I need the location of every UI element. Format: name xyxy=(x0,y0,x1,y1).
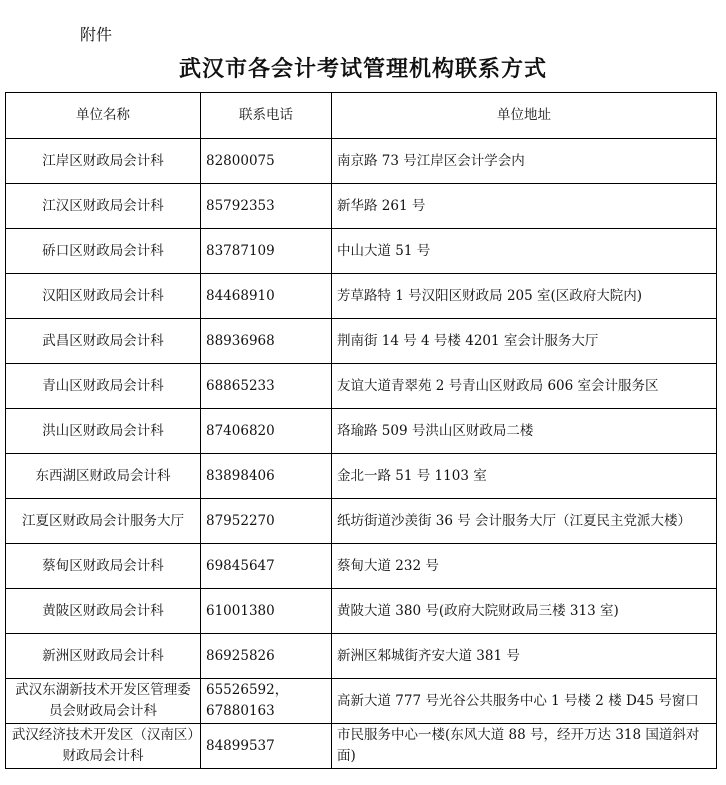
unit-name-cell: 东西湖区财政局会计科 xyxy=(6,454,201,499)
address-cell: 市民服务中心一楼(东风大道 88 号，经开万达 318 国道斜对面) xyxy=(332,724,717,769)
table-row xyxy=(6,364,717,409)
phone-cell: 85792353 xyxy=(201,184,332,229)
column-header-unit: 单位名称 xyxy=(6,93,201,139)
unit-name-cell: 江夏区财政局会计服务大厅 xyxy=(6,499,201,544)
unit-name-cell: 江汉区财政局会计科 xyxy=(6,184,201,229)
address-cell: 纸坊街道沙羡街 36 号 会计服务大厅（江夏民主党派大楼） xyxy=(332,499,717,544)
phone-cell: 82800075 xyxy=(201,139,332,184)
table-row xyxy=(6,184,717,229)
table-body xyxy=(6,139,717,769)
unit-name-cell: 江岸区财政局会计科 xyxy=(6,139,201,184)
phone-cell: 84468910 xyxy=(201,274,332,319)
address-cell: 荆南街 14 号 4 号楼 4201 室会计服务大厅 xyxy=(332,319,717,364)
table-row xyxy=(6,724,717,769)
address-cell: 黄陂大道 380 号(政府大院财政局三楼 313 室) xyxy=(332,589,717,634)
address-cell: 友谊大道青翠苑 2 号青山区财政局 606 室会计服务区 xyxy=(332,364,717,409)
phone-cell: 83898406 xyxy=(201,454,332,499)
phone-cell: 87406820 xyxy=(201,409,332,454)
column-header-address: 单位地址 xyxy=(332,93,717,139)
table-row xyxy=(6,544,717,589)
address-cell: 蔡甸大道 232 号 xyxy=(332,544,717,589)
phone-cell: 68865233 xyxy=(201,364,332,409)
unit-name-cell: 青山区财政局会计科 xyxy=(6,364,201,409)
table-row xyxy=(6,634,717,679)
address-cell: 金北一路 51 号 1103 室 xyxy=(332,454,717,499)
table-row xyxy=(6,589,717,634)
page-title: 武汉市各会计考试管理机构联系方式 xyxy=(178,56,547,82)
unit-name-cell: 武汉东湖新技术开发区管理委员会财政局会计科 xyxy=(6,679,201,724)
unit-name-cell: 武汉经济技术开发区（汉南区）财政局会计科 xyxy=(6,724,201,769)
column-header-phone: 联系电话 xyxy=(201,93,332,139)
address-cell: 南京路 73 号江岸区会计学会内 xyxy=(332,139,717,184)
phone-cell: 84899537 xyxy=(201,724,332,769)
unit-name-cell: 硚口区财政局会计科 xyxy=(6,229,201,274)
table-row xyxy=(6,319,717,364)
table-row xyxy=(6,274,717,319)
table-row xyxy=(6,229,717,274)
unit-name-cell: 黄陂区财政局会计科 xyxy=(6,589,201,634)
attachment-label: 附件 xyxy=(80,25,113,44)
phone-cell: 69845647 xyxy=(201,544,332,589)
table-row xyxy=(6,454,717,499)
phone-cell: 61001380 xyxy=(201,589,332,634)
unit-name-cell: 蔡甸区财政局会计科 xyxy=(6,544,201,589)
table-header-row xyxy=(6,93,717,139)
table-row xyxy=(6,679,717,724)
phone-cell: 86925826 xyxy=(201,634,332,679)
table-row xyxy=(6,139,717,184)
contacts-table xyxy=(5,92,717,769)
unit-name-cell: 洪山区财政局会计科 xyxy=(6,409,201,454)
unit-name-cell: 新洲区财政局会计科 xyxy=(6,634,201,679)
address-cell: 高新大道 777 号光谷公共服务中心 1 号楼 2 楼 D45 号窗口 xyxy=(332,679,717,724)
table-row xyxy=(6,409,717,454)
table-row xyxy=(6,499,717,544)
unit-name-cell: 汉阳区财政局会计科 xyxy=(6,274,201,319)
address-cell: 珞瑜路 509 号洪山区财政局二楼 xyxy=(332,409,717,454)
address-cell: 芳草路特 1 号汉阳区财政局 205 室(区政府大院内) xyxy=(332,274,717,319)
address-cell: 中山大道 51 号 xyxy=(332,229,717,274)
unit-name-cell: 武昌区财政局会计科 xyxy=(6,319,201,364)
phone-cell: 88936968 xyxy=(201,319,332,364)
phone-cell: 83787109 xyxy=(201,229,332,274)
address-cell: 新洲区邾城街齐安大道 381 号 xyxy=(332,634,717,679)
address-cell: 新华路 261 号 xyxy=(332,184,717,229)
phone-cell: 87952270 xyxy=(201,499,332,544)
phone-cell: 65526592，67880163 xyxy=(201,679,332,724)
